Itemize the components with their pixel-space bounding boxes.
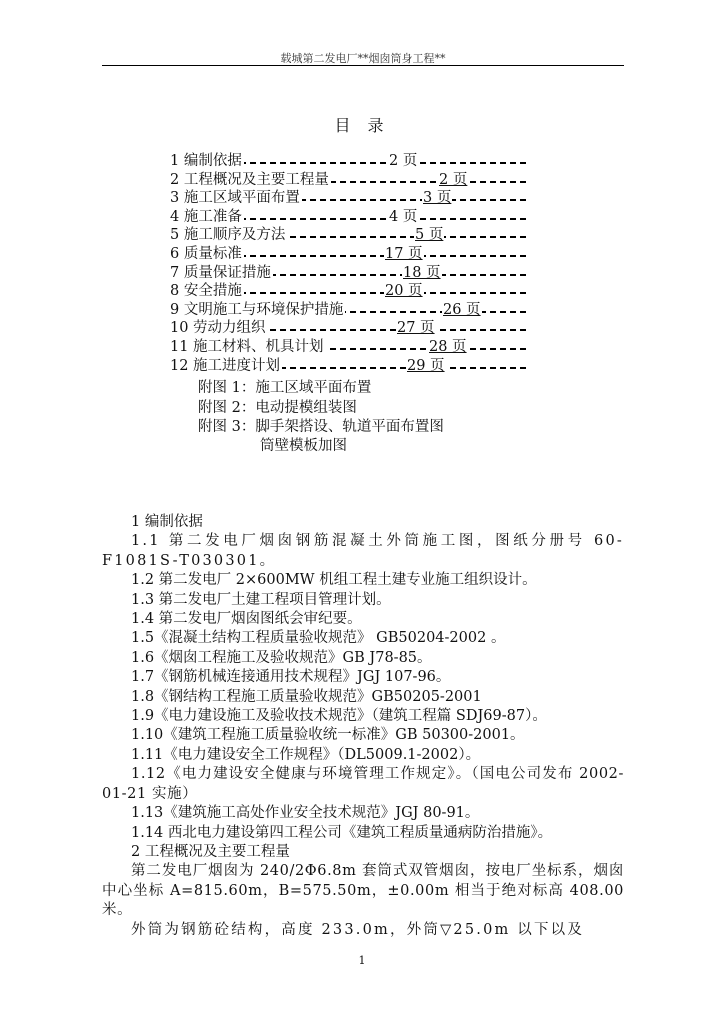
toc-item-page: 5 页 [415, 227, 444, 244]
reference-item: 1.7《钢筋机械连接通用技术规程》JGJ 107-96。 [131, 669, 451, 686]
reference-item: 1.9《电力建设施工及验收技术规范》（建筑工程篇 SDJ69-87）。 [131, 708, 547, 725]
body-paragraph: 第二发电厂烟囱为 240/2Φ6.8m 套筒式双管烟囱，按电厂坐标系，烟囱中心坐标 A=815.60m，B=575.50m，±0.00m 相当于绝对标高 408.00 米。 [102, 863, 624, 919]
toc-item-label: 9 文明施工与环境保护措施 [170, 301, 344, 318]
reference-item: 1.12《电力建设安全健康与环境管理工作规定》。（国电公司发布 2002-01-21 实施） [102, 766, 624, 802]
reference-item: 1.14 西北电力建设第四工程公司《建筑工程质量通病防治措施》。 [131, 824, 553, 841]
toc-item-page: 18 页 [403, 264, 441, 281]
toc-item-label: 1 编制依据 [170, 153, 242, 169]
section-heading: 2 工程概况及主要工程量 [131, 843, 290, 860]
reference-item: 1.3 第二发电厂土建工程项目管理计划。 [131, 591, 391, 608]
reference-item: 1.11《电力建设安全工作规程》（DL5009.1-2002）。 [131, 746, 481, 763]
reference-item: 1.2 第二发电厂 2×600MW 机组工程土建专业施工组织设计。 [131, 572, 537, 589]
toc-item-label: 11 施工材料、机具计划 [170, 338, 324, 355]
reference-item: 1.1 第二发电厂烟囱钢筋混凝土外筒施工图，图纸分册号 60-F1081S-T030301。 [102, 533, 624, 569]
section-heading: 1 编制依据 [131, 514, 203, 530]
table-of-contents [170, 152, 530, 375]
page-number: 1 [358, 954, 366, 967]
toc-item-page: 27 页 [397, 320, 435, 337]
body-paragraph: 外筒为钢筋砼结构，高度 233.0m，外筒▽25.0m 以下以及 [131, 921, 585, 938]
toc-item[interactable] [170, 189, 530, 208]
appendix-item: 筒壁模板加图 [260, 438, 347, 454]
toc-item[interactable] [170, 338, 530, 357]
toc-item[interactable] [170, 282, 530, 301]
toc-item[interactable] [170, 301, 530, 320]
toc-item-page: 2 页 [389, 153, 418, 169]
toc-item[interactable] [170, 357, 530, 376]
toc-title: 目 录 [334, 116, 390, 135]
toc-item[interactable] [170, 152, 530, 171]
toc-item[interactable] [170, 208, 530, 227]
toc-item[interactable] [170, 245, 530, 264]
appendix-item: 附图 2：电动提模组装图 [198, 400, 357, 416]
toc-item-page: 17 页 [385, 245, 423, 262]
toc-item-label: 4 施工准备 [170, 208, 242, 225]
document-body [102, 513, 624, 940]
reference-item: 1.4 第二发电厂烟囱图纸会审纪要。 [131, 611, 362, 628]
appendix-item: 附图 3：脚手架搭设、轨道平面布置图 [198, 419, 444, 435]
toc-item-page: 26 页 [443, 301, 481, 318]
toc-item-label: 3 施工区域平面布置 [170, 190, 300, 207]
toc-item-page: 4 页 [389, 208, 418, 225]
toc-item-label: 7 质量保证措施 [170, 264, 271, 281]
toc-item-label: 6 质量标准 [170, 245, 242, 262]
toc-item[interactable] [170, 319, 530, 338]
toc-item-label: 5 施工顺序及方法 [170, 227, 286, 244]
reference-item: 1.8《钢结构工程施工质量验收规范》GB50205-2001 [131, 688, 482, 705]
toc-item-page: 20 页 [385, 283, 423, 300]
header-rule [102, 65, 624, 66]
reference-item: 1.10《建筑工程施工质量验收统一标准》GB 50300-2001。 [131, 727, 525, 744]
reference-item: 1.13《建筑施工高处作业安全技术规范》JGJ 80-91。 [131, 805, 480, 822]
toc-item-page: 2 页 [439, 171, 468, 188]
reference-item: 1.6《烟囱工程施工及验收规范》GB J78-85。 [131, 649, 432, 666]
toc-item-label: 12 施工进度计划 [170, 357, 281, 374]
toc-item-page: 29 页 [407, 357, 445, 374]
toc-item-page: 28 页 [429, 338, 467, 355]
appendix-item: 附图 1：施工区域平面布置 [198, 380, 372, 396]
toc-item-label: 10 劳动力组织 [170, 320, 266, 337]
toc-item[interactable] [170, 171, 530, 190]
toc-item-page: 3 页 [423, 190, 452, 207]
toc-item-label: 2 工程概况及主要工程量 [170, 171, 329, 188]
page-header: 载城第二发电厂**烟囱筒身工程** [280, 52, 446, 65]
toc-item[interactable] [170, 264, 530, 283]
toc-item-label: 8 安全措施 [170, 283, 242, 300]
reference-item: 1.5《混凝土结构工程质量验收规范》 GB50204-2002 。 [131, 630, 506, 647]
toc-item[interactable] [170, 226, 530, 245]
